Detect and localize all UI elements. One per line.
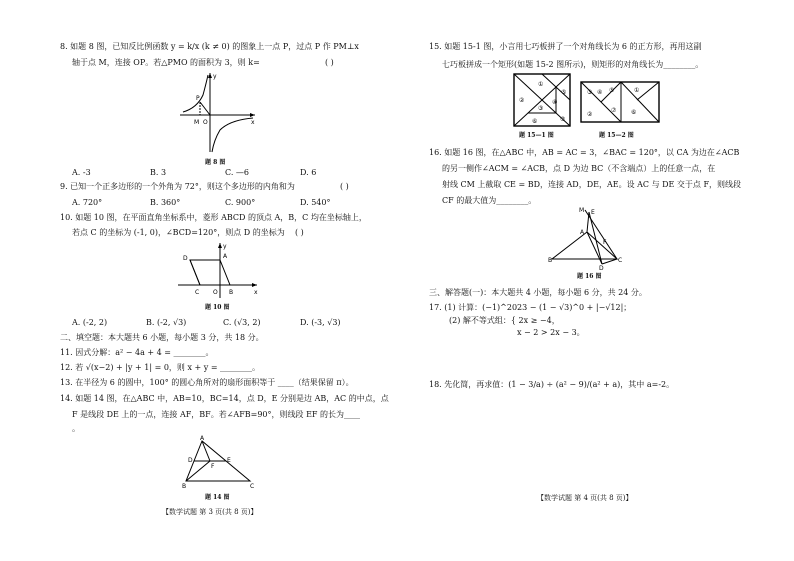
svg-text:P: P (196, 95, 200, 102)
q17-line3: x − 2 > 2x − 3。 (517, 328, 585, 337)
q9-option-c: C. 900° (225, 198, 256, 207)
q15-line2: 七巧板拼成一个矩形(如题 15-2 图所示)，则矩形的对角线长为________。 (442, 60, 704, 69)
q16-figure (547, 204, 632, 272)
q8-option-b: B. 3 (150, 168, 167, 177)
svg-text:⑤: ⑤ (609, 87, 615, 94)
svg-text:⑦: ⑦ (611, 107, 617, 114)
q14-line3: 。 (72, 424, 80, 433)
q15-tangram-rectangle (579, 80, 661, 126)
q14-figure (180, 436, 260, 491)
svg-text:⑥: ⑥ (532, 118, 538, 125)
svg-text:①: ① (538, 81, 544, 88)
q14-line1: 14. 如题 14 图，在△ABC 中，AB=10，BC=14，点 D，E 分别是边 AB，AC 的中点，点 (60, 394, 389, 403)
svg-text:F: F (603, 239, 607, 246)
svg-text:②: ② (519, 97, 525, 104)
svg-text:y: y (223, 243, 227, 250)
svg-text:③: ③ (538, 105, 544, 112)
svg-text:x: x (251, 119, 255, 126)
q15-caption-2: 题 15—2 图 (599, 132, 634, 139)
svg-text:A: A (580, 229, 585, 236)
svg-text:D: D (183, 255, 188, 262)
q17-line1: 17. (1) 计算：(−1)^2023 − (1 − √3)^0 + |−√12|； (429, 303, 632, 312)
svg-text:M: M (579, 207, 585, 214)
q10-option-d: D. (-3, √3) (300, 318, 341, 327)
svg-text:①: ① (634, 87, 640, 94)
q8-option-d: D. 6 (300, 168, 317, 177)
q12: 12. 若 √(x−2) + |y + 1| = 0，则 x + y = ________。 (60, 363, 261, 372)
svg-text:③: ③ (587, 89, 593, 96)
section-2-heading: 二、填空题：本大题共 6 小题，每小题 3 分，共 18 分。 (60, 333, 264, 342)
svg-text:B: B (229, 289, 234, 296)
svg-text:O: O (213, 289, 218, 296)
svg-text:C: C (618, 257, 623, 264)
svg-text:⑦: ⑦ (560, 116, 566, 123)
q8-option-a: A. -3 (72, 168, 91, 177)
svg-text:B: B (548, 257, 553, 264)
page-4 (397, 0, 794, 561)
q10-line1: 10. 如题 10 图，在平面直角坐标系中，菱形 ABCD 的顶点 A，B，C 均在坐标轴上， (60, 213, 367, 222)
page-4-footer: 【数学试题 第 4 页(共 8 页)】 (537, 494, 633, 502)
q15-caption-1: 题 15—1 图 (519, 132, 554, 139)
svg-text:E: E (227, 457, 231, 464)
q16-line2: 的另一侧作∠ACM = ∠ACB，点 D 为边 BC（不含端点）上的任意一点，在 (442, 164, 716, 173)
q10-figure (175, 240, 260, 300)
page-3-footer: 【数学试题 第 3 页(共 8 页)】 (162, 508, 258, 516)
svg-text:②: ② (587, 111, 593, 118)
q16-caption: 题 16 图 (577, 273, 602, 280)
q9-option-d: D. 540° (300, 198, 331, 207)
q8-caption: 题 8 图 (205, 159, 226, 166)
svg-text:④: ④ (552, 99, 558, 106)
q10-option-a: A. (-2, 2) (72, 318, 108, 327)
q8-line2: 轴于点 M，连接 OP。若△PMO 的面积为 3，则 k= (72, 58, 260, 67)
q14-caption: 题 14 图 (205, 494, 230, 501)
q8-line1: 8. 如题 8 图，已知反比例函数 y = k/x (k ≠ 0) 的图象上一点 P，过点 P 作 PM⊥x (60, 42, 359, 51)
svg-text:C: C (195, 289, 200, 296)
q16-line3: 射线 CM 上截取 CE = BD，连接 AD，DE，AE。设 AC 与 DE 交于点 F，则线段 (442, 180, 742, 189)
q16-line1: 16. 如题 16 图，在△ABC 中，AB = AC = 3，∠BAC = 120°，以 CA 为边在∠ACB (429, 148, 740, 157)
svg-text:x: x (254, 289, 258, 296)
svg-text:O: O (203, 119, 208, 126)
q10-line2: 若点 C 的坐标为 (-1, 0)，∠BCD=120°，则点 D 的坐标为 (72, 228, 285, 237)
q9-option-b: B. 360° (150, 198, 181, 207)
svg-text:C: C (250, 483, 255, 490)
svg-text:A: A (223, 253, 228, 260)
svg-text:B: B (182, 483, 187, 490)
q8-answer-blank: ( ) (325, 58, 334, 67)
q15-line1: 15. 如题 15-1 图，小言用七巧板拼了一个对角线长为 6 的正方形，再用这副 (429, 42, 702, 51)
q10-option-c: C. (√3, 2) (223, 318, 261, 327)
q10-option-b: B. (-2, √3) (146, 318, 187, 327)
svg-text:⑤: ⑤ (561, 89, 567, 96)
svg-text:D: D (599, 265, 604, 272)
svg-text:D: D (188, 457, 193, 464)
q9-answer-blank: ( ) (340, 182, 349, 191)
svg-text:A: A (200, 435, 205, 442)
svg-text:F: F (211, 463, 215, 470)
q10-answer-blank: ( ) (295, 228, 304, 237)
q14-line2: F 是线段 DE 上的一点，连接 AF，BF。若∠AFB=90°，则线段 EF 的长为____ (72, 410, 361, 419)
q11: 11. 因式分解：a² − 4a + 4 = ________。 (60, 348, 214, 357)
svg-text:④: ④ (597, 89, 603, 96)
svg-text:M: M (194, 119, 200, 126)
q9-option-a: A. 720° (72, 198, 103, 207)
q18: 18. 先化简，再求值：(1 − 3/a) ÷ (a² − 9)/(a² + a)，其中 a=-2。 (429, 380, 675, 389)
q9-line1: 9. 已知一个正多边形的一个外角为 72°，则这个多边形的内角和为 (60, 182, 295, 191)
q17-line2: (2) 解不等式组：{ 2x ≥ −4， (449, 316, 560, 325)
q10-caption: 题 10 图 (205, 304, 230, 311)
svg-text:y: y (213, 73, 217, 80)
svg-text:E: E (591, 209, 595, 216)
q8-option-c: C. —6 (225, 168, 250, 177)
q16-line4: CF 的最大值为________。 (442, 196, 537, 205)
q13: 13. 在半径为 6 的圆中，100° 的圆心角所对的扇形面积等于 ____（结果保留 π）。 (60, 378, 354, 387)
q8-figure (175, 70, 260, 155)
q15-tangram-square (512, 72, 572, 128)
section-3-heading: 三、解答题(一)：本大题共 4 小题，每小题 6 分，共 24 分。 (429, 288, 647, 297)
svg-text:⑥: ⑥ (631, 109, 637, 116)
